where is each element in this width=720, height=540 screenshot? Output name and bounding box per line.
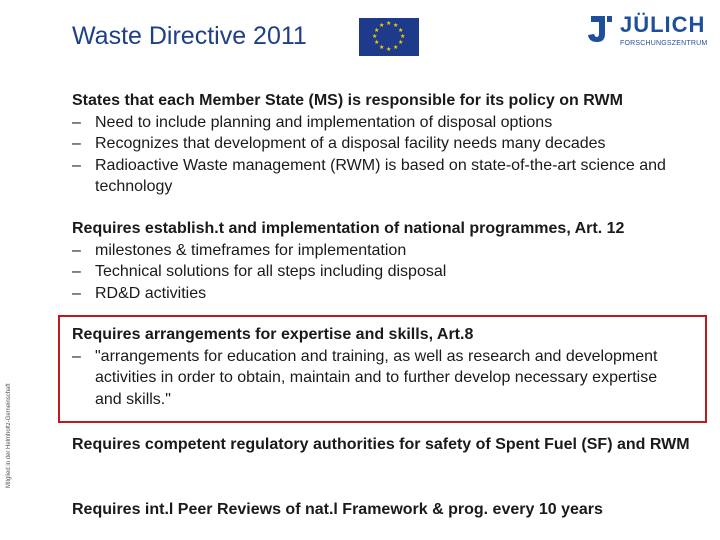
section-heading: Requires arrangements for expertise and skills, Art.8	[72, 326, 474, 343]
bullet-item	[72, 283, 624, 305]
helmholtz-member-label: Mitglied in der Helmholtz-Gemeinschaft	[6, 383, 12, 488]
section-heading: Requires competent regulatory authorities for safety of Spent Fuel (SF) and RWM	[72, 436, 690, 453]
bullet-dash: –	[72, 284, 81, 302]
bullet-dash: –	[72, 347, 81, 365]
section-expertise-skills	[72, 324, 685, 410]
bullet-text: RD&D activities	[95, 284, 207, 302]
bullet-item	[72, 261, 624, 283]
logo-subtitle: FORSCHUNGSZENTRUM	[620, 40, 708, 47]
bullet-text: "arrangements for education and training, as well as research and development activities in order to obtain, maintain and to further develop necessary expertise and skills."	[95, 347, 658, 408]
section-heading: States that each Member State (MS) is responsible for its policy on RWM	[72, 92, 623, 109]
section-national-programmes	[72, 218, 624, 304]
bullet-dash: –	[72, 241, 81, 259]
section-regulatory-authorities	[72, 434, 692, 456]
section-peer-reviews	[72, 499, 603, 521]
eu-flag-icon: ★ ★ ★ ★ ★ ★ ★ ★ ★ ★ ★ ★	[359, 18, 419, 56]
logo-name: JÜLICH	[620, 12, 706, 37]
juelich-logo	[585, 8, 715, 54]
bullet-item	[72, 112, 705, 134]
bullet-item	[72, 133, 705, 155]
bullet-item	[72, 346, 685, 411]
bullet-text: Need to include planning and implementation of disposal options	[95, 113, 553, 131]
bullet-text: Radioactive Waste management (RWM) is based on state-of-the-art science and technology	[95, 156, 666, 195]
bullet-dash: –	[72, 263, 81, 280]
section-heading: Requires int.l Peer Reviews of nat.l Framework & prog. every 10 years	[72, 501, 603, 518]
juelich-logo-icon	[585, 14, 613, 44]
bullet-item	[72, 240, 624, 262]
section-msponsibility	[72, 90, 705, 198]
bullet-dash: –	[72, 113, 81, 131]
bullet-text: Recognizes that development of a disposal facility needs many decades	[95, 135, 606, 152]
bullet-item	[72, 155, 705, 198]
helmholtz-member-note	[6, 370, 16, 490]
bullet-text: Technical solutions for all steps including disposal	[95, 263, 447, 280]
bullet-dash: –	[72, 135, 81, 152]
bullet-text: milestones & timeframes for implementation	[95, 241, 407, 259]
bullet-dash: –	[72, 156, 81, 174]
section-heading: Requires establish.t and implementation of national programmes, Art. 12	[72, 220, 625, 237]
slide-title: Waste Directive 2011	[72, 22, 307, 50]
